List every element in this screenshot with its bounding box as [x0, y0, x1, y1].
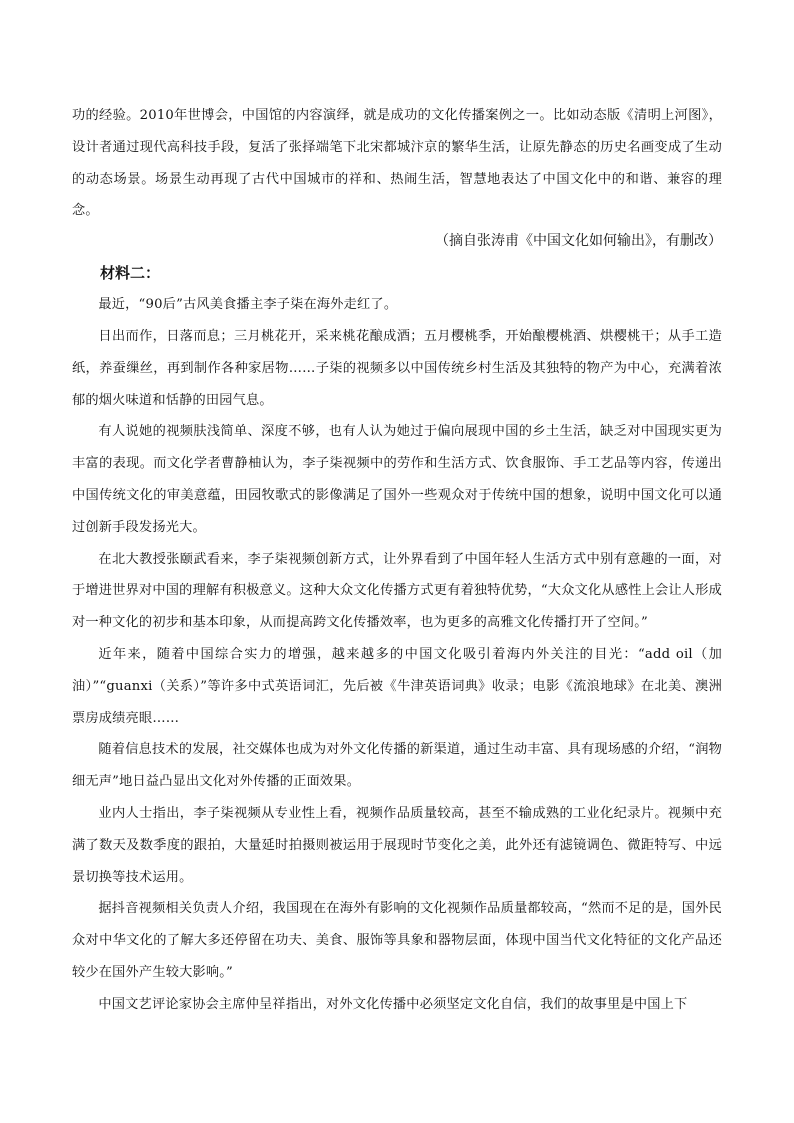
material-one-tail-paragraph: 功的经验。2010年世博会，中国馆的内容演绎，就是成功的文化传播案例之一。比如动态版《清明上河图》，设计者通过现代高科技手段，复活了张择端笔下北宋都城汴京的繁华生活，让原先静态的历史名画变成了生动的动态场景。场景生动再现了古代中国城市的祥和、热闹生活，智慧地表达了中国文化中的和谐、兼容的理念。 — [72, 108, 722, 219]
page-content — [72, 100, 722, 1021]
material-two-paragraph: 日出而作，日落而息；三月桃花开，采来桃花酿成酒；五月樱桃季，开始酿樱桃酒、烘樱桃干；从手工造纸，养蚕缫丝，再到制作各种家居物……子柒的视频多以中国传统乡村生活及其独特的物产为中心，充满着浓郁的烟火味道和恬静的田园气息。 — [72, 328, 722, 408]
material-two-paragraph: 随着信息技术的发展，社交媒体也成为对外文化传播的新渠道，通过生动丰富、具有现场感的介绍，“润物细无声”地日益凸显出文化对外传播的正面效果。 — [72, 742, 722, 790]
material-two-paragraph: 业内人士指出，李子柒视频从专业性上看，视频作品质量较高，甚至不输成熟的工业化纪录片。视频中充满了数天及数季度的跟拍，大量延时拍摄则被运用于展现时节变化之美，此外还有滤镜调色、微距特写、中远景切换等技术运用。 — [72, 805, 722, 885]
material-two-paragraph: 最近，“90后”古风美食播主李子柒在海外走红了。 — [98, 297, 398, 313]
material-two-paragraph: 在北大教授张颐武看来，李子柒视频创新方式，让外界看到了中国年轻人生活方式中别有意趣的一面，对于增进世界对中国的理解有积极意义。这种大众文化传播方式更有着独特优势，“大众文化从感性上会让人形成对一种文化的初步和基本印象，从而提高跨文化传播效率，也为更多的高雅文化传播打开了空间。” — [72, 551, 722, 631]
material-two-paragraph: 中国文艺评论家协会主席仲呈祥指出，对外文化传播中必须坚定文化自信，我们的故事里是中国上下 — [98, 996, 688, 1012]
material-one-source: （摘自张涛甫《中国文化如何输出》，有删改） — [435, 233, 722, 250]
material-two-paragraph: 有人说她的视频肤浅简单、深度不够，也有人认为她过于偏向展现中国的乡土生活，缺乏对中国现实更为丰富的表现。而文化学者曹静柚认为，李子柒视频中的劳作和生活方式、饮食服饰、手工艺品等内容，传递出中国传统文化的审美意蕴，田园牧歌式的影像满足了国外一些观众对于传统中国的想象，说明中国文化可以通过创新手段发扬光大。 — [72, 424, 722, 535]
material-two-heading: 材料二： — [100, 264, 161, 283]
material-two-paragraph: 据抖音视频相关负责人介绍，我国现在在海外有影响的文化视频作品质量都较高，“然而不足的是，国外民众对中华文化的了解大多还停留在功夫、美食、服饰等具象和器物层面，体现中国当代文化特征的文化产品还较少在国外产生较大影响。” — [72, 901, 722, 980]
material-two-paragraph: 近年来，随着中国综合实力的增强，越来越多的中国文化吸引着海内外关注的目光：“add oil（加油）”“guanxi（关系）”等许多中式英语词汇，先后被《牛津英语词典》收录；电影《流浪地球》在北美、澳洲票房成绩亮眼…… — [72, 646, 722, 726]
